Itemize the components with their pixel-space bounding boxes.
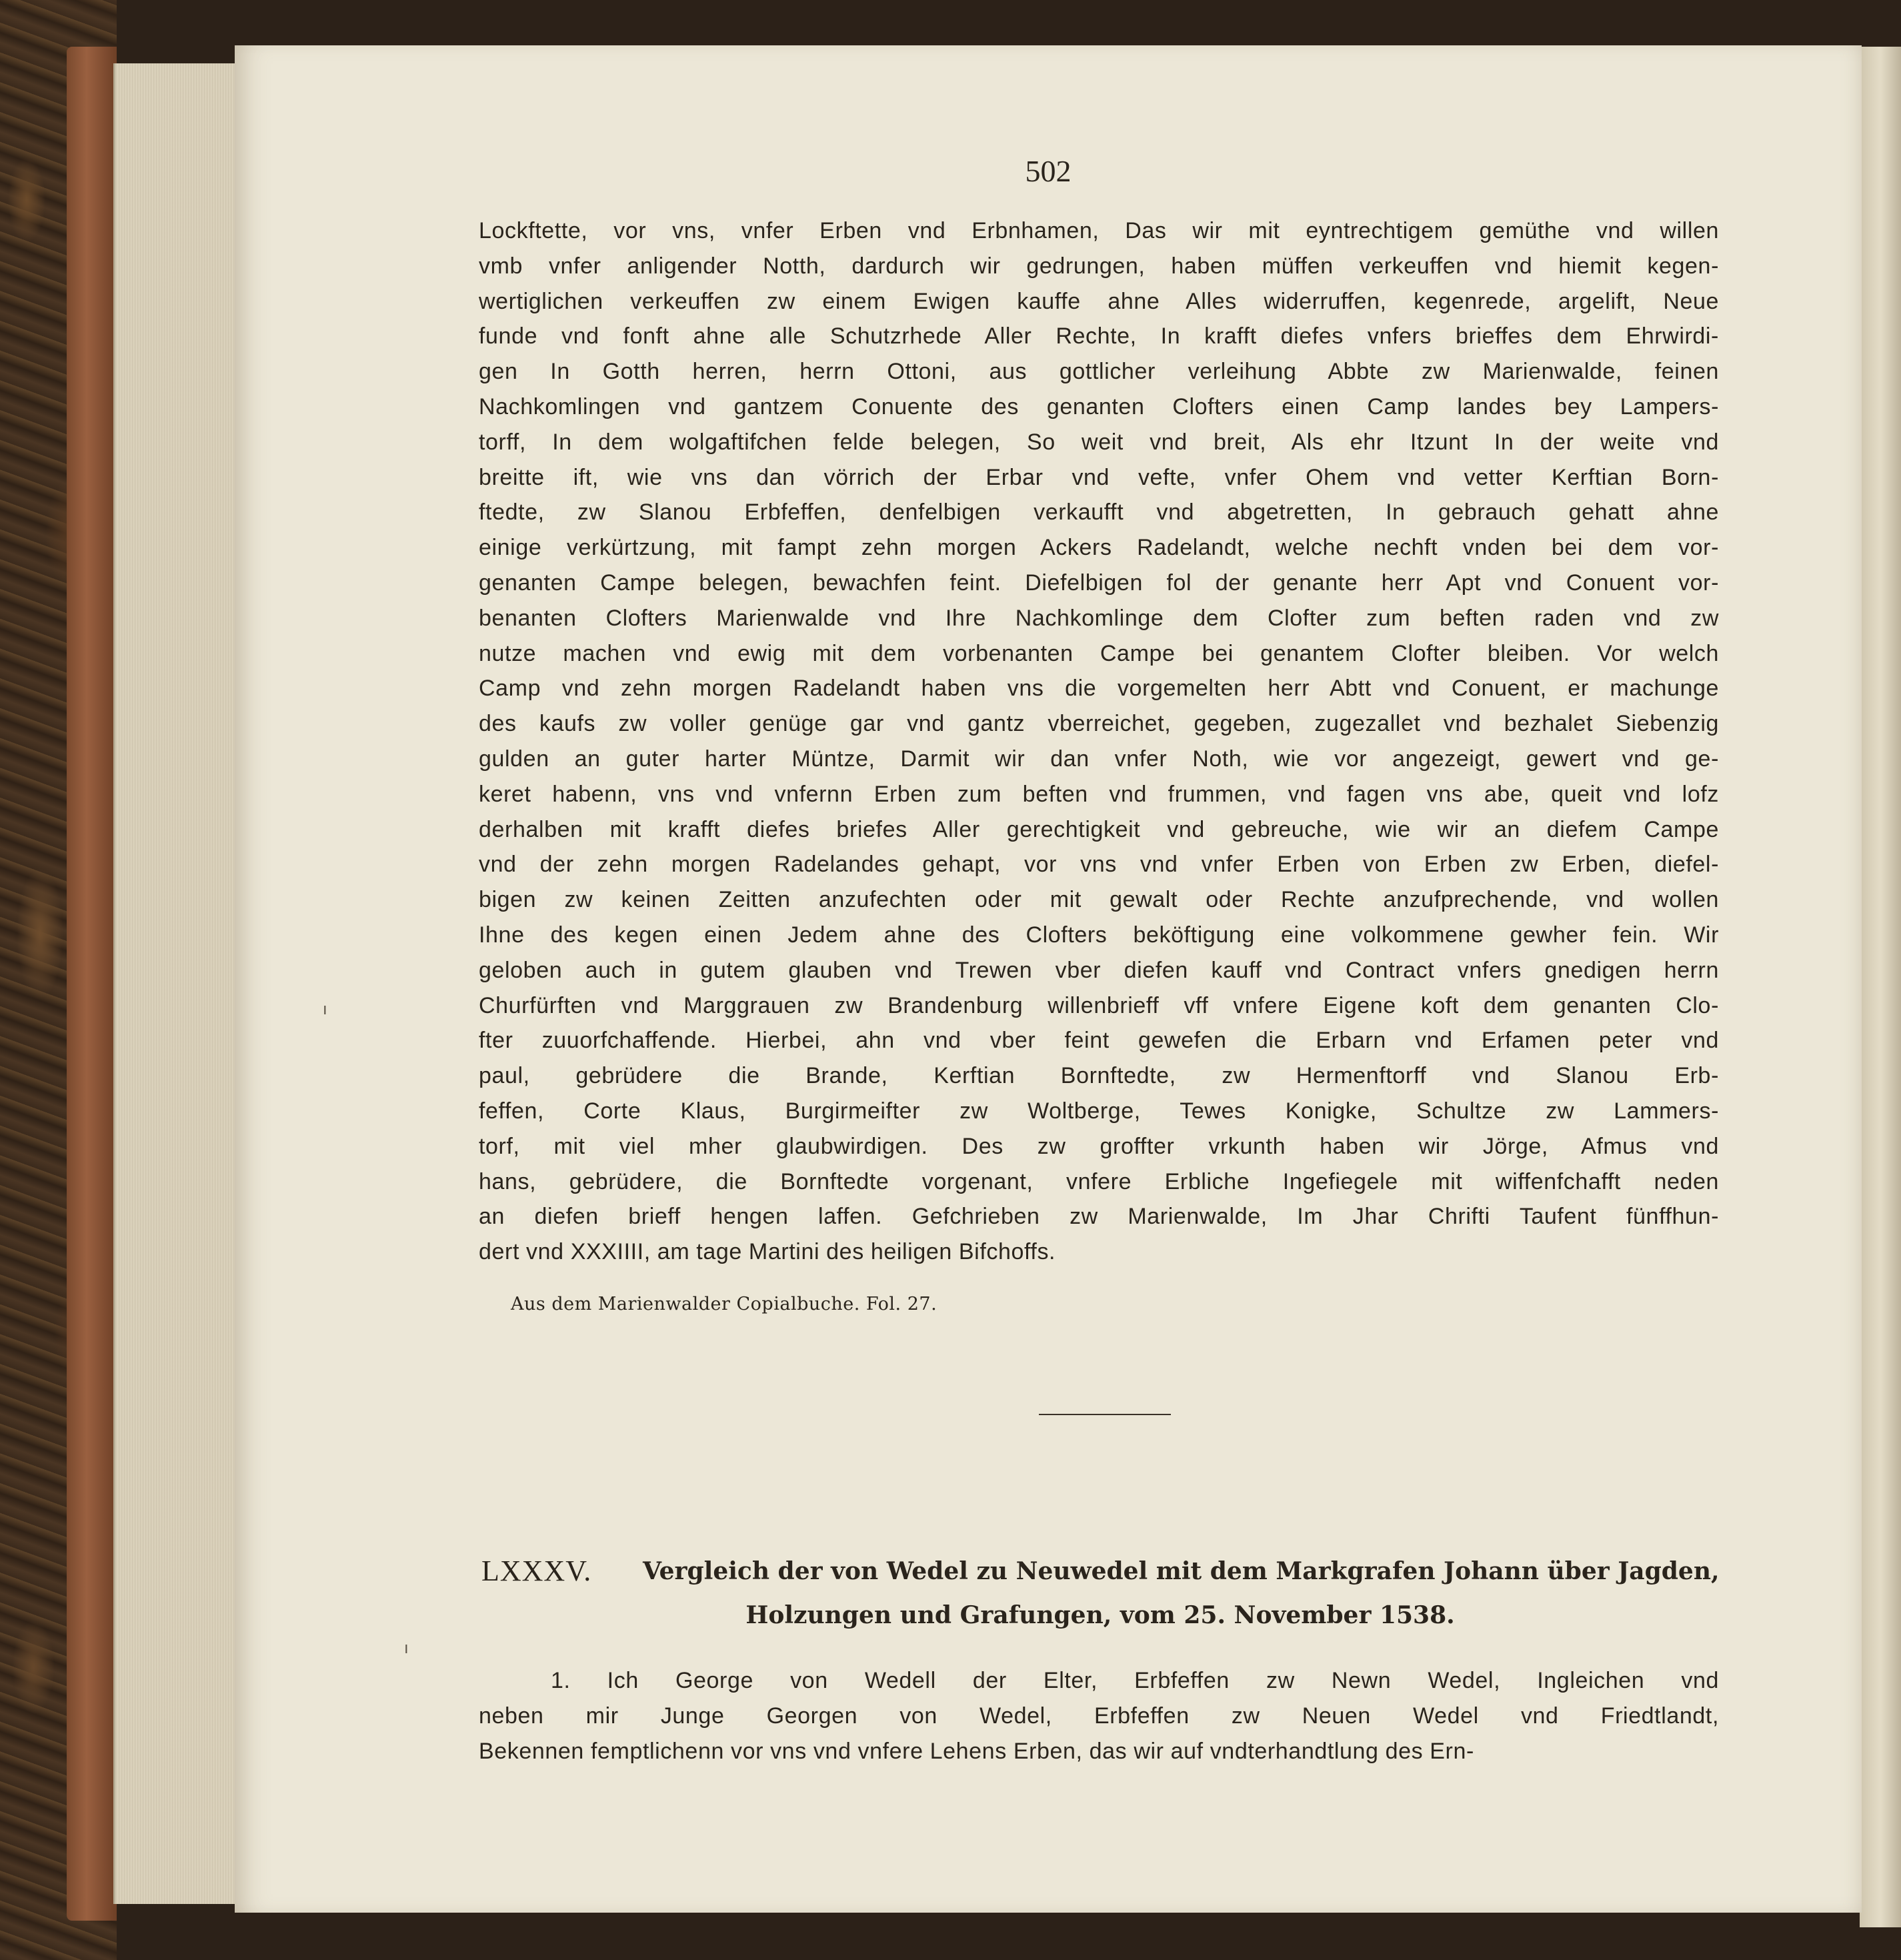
document-title-line-2: Holzungen und Grafungen, vom 25. November 1538. xyxy=(745,1601,1455,1629)
document-number: LXXXV. xyxy=(481,1555,592,1587)
page-number: 502 xyxy=(1025,154,1072,188)
margin-mark: ı xyxy=(323,1000,327,1018)
text-line: geloben auch in gutem glauben vnd Trewen vber diefen kauff vnd Contract vnfers gnedigen herrn xyxy=(479,957,1719,983)
body-text xyxy=(479,213,1719,1270)
text-line: einige verkürtzung, mit fampt zehn morgen Ackers Radelandt, welche nechft vnden bei dem vor- xyxy=(479,535,1719,561)
text-line: torff, In dem wolgaftifchen felde belegen, So weit vnd breit, Als ehr Itzunt In der weite vnd xyxy=(479,429,1719,455)
text-line: derhalben mit krafft diefes briefes Aller gerechtigkeit vnd gebreuche, wie wir an diefem Campe xyxy=(479,816,1719,842)
text-line: benanten Clofters Marienwalde vnd Ihre Nachkomlinge dem Clofter zum beften raden vnd zw xyxy=(479,605,1719,631)
text-line: nutze machen vnd ewig mit dem vorbenanten Campe bei genantem Clofter bleiben. Vor welch xyxy=(479,640,1719,666)
text-line: fter zuuorfchaffende. Hierbei, ahn vnd vber feint gewefen die Erbarn vnd Erfamen peter vnd xyxy=(479,1028,1719,1054)
text-line: gulden an guter harter Müntze, Darmit wir dan vnfer Noth, wie vor angezeigt, gewert vnd ge- xyxy=(479,746,1719,772)
text-line: funde vnd fonft ahne alle Schutzrhede Aller Rechte, In krafft diefes vnfers brieffes dem Ehrwirdi- xyxy=(479,323,1719,349)
text-line: paul, gebrüdere die Brande, Kerftian Bornftedte, zw Hermenftorff vnd Slanou Erb- xyxy=(479,1063,1719,1089)
book-page xyxy=(235,45,1862,1913)
text-line: Lockftette, vor vns, vnfer Erben vnd Erbnhamen, Das wir mit eyntrechtigem gemüthe vnd willen xyxy=(479,218,1719,243)
text-line: neben mir Junge Georgen von Wedel, Erbfeffen zw Neuen Wedel vnd Friedtlandt, xyxy=(479,1703,1719,1729)
leather-spine-edge xyxy=(67,47,117,1921)
text-line: des kaufs zw voller genüge gar vnd gantz vberreichet, gegeben, zugezallet vnd bezhalet Siebenzig xyxy=(479,711,1719,737)
margin-mark: ı xyxy=(404,1639,409,1657)
text-line: vnd der zehn morgen Radelandes gehapt, vor vns vnd vnfer Erben von Erben zw Erben, diefel- xyxy=(479,852,1719,878)
text-line: keret habenn, vns vnd vnfernn Erben zum beften vnd frummen, vnd fagen vns abe, queit vnd lofz xyxy=(479,781,1719,807)
paragraph-1 xyxy=(479,1663,1719,1769)
text-line: hans, gebrüdere, die Bornftedte vorgenant, vnfere Erbliche Ingefiegele mit wiffenfchafft neden xyxy=(479,1168,1719,1194)
text-line: Ihne des kegen einen Jedem ahne des Clofters beköftigung eine volkommene gewher fein. Wir xyxy=(479,922,1719,948)
text-line: ftedte, zw Slanou Erbfeffen, denfelbigen verkaufft vnd abgetretten, In gebrauch gehatt ahne xyxy=(479,500,1719,526)
text-line: an diefen brieff hengen laffen. Gefchrieben zw Marienwalde, Im Jhar Chrifti Taufent fünffhun- xyxy=(479,1204,1719,1230)
text-line: dert vnd XXXIIII, am tage Martini des heiligen Bifchoffs. xyxy=(479,1239,1056,1265)
corner-background xyxy=(1854,0,1901,47)
text-line: feffen, Corte Klaus, Burgirmeifter zw Woltberge, Tewes Konigke, Schultze zw Lammers- xyxy=(479,1098,1719,1124)
text-line: Bekennen femptlichenn vor vns vnd vnfere Lehens Erben, das wir auf vndterhandtlung des Ern- xyxy=(479,1738,1474,1764)
text-line: Camp vnd zehn morgen Radelandt haben vns die vorgemelten herr Abtt vnd Conuent, er machunge xyxy=(479,676,1719,702)
document-title-line-1: Vergleich der von Wedel zu Neuwedel mit dem Markgrafen Johann über Jagden, xyxy=(643,1557,1720,1585)
section-divider xyxy=(1039,1414,1171,1415)
text-line: wertiglichen verkeuffen zw einem Ewigen kauffe ahne Alles widerruffen, kegenrede, argelift, Neue xyxy=(479,288,1719,314)
text-line: torf, mit viel mher glaubwirdigen. Des zw groffter vrkunth haben wir Jörge, Afmus vnd xyxy=(479,1133,1719,1159)
text-line: 1. Ich George von Wedell der Elter, Erbfeffen zw Newn Wedel, Ingleichen vnd xyxy=(551,1668,1719,1693)
document-title xyxy=(643,1549,1719,1637)
text-line: bigen zw keinen Zeitten anzufechten oder mit gewalt oder Rechte anzufprechende, vnd wollen xyxy=(479,887,1719,913)
text-line: breitte ift, wie vns dan vörrich der Erbar vnd vefte, vnfer Ohem vnd vetter Kerftian Born- xyxy=(479,464,1719,490)
text-line: Nachkomlingen vnd gantzem Conuente des genanten Clofters einen Camp landes bey Lampers- xyxy=(479,393,1719,419)
page-block-edges xyxy=(113,63,242,1904)
text-line: Churfürften vnd Marggrauen zw Brandenburg willenbrieff vff vnfere Eigene koft dem genanten Clo- xyxy=(479,992,1719,1018)
text-line: gen In Gotth herren, herrn Ottoni, aus gottlicher verleihung Abbte zw Marienwalde, feinen xyxy=(479,359,1719,385)
source-note: Aus dem Marienwalder Copialbuche. Fol. 27. xyxy=(511,1294,937,1314)
text-line: vmb vnfer anligender Notth, dardurch wir gedrungen, haben müffen verkeuffen vnd hiemit kegen- xyxy=(479,253,1719,279)
text-line: genanten Campe belegen, bewachfen feint. Diefelbigen fol der genante herr Apt vnd Conuent vor- xyxy=(479,570,1719,596)
right-page-edge xyxy=(1860,40,1901,1927)
